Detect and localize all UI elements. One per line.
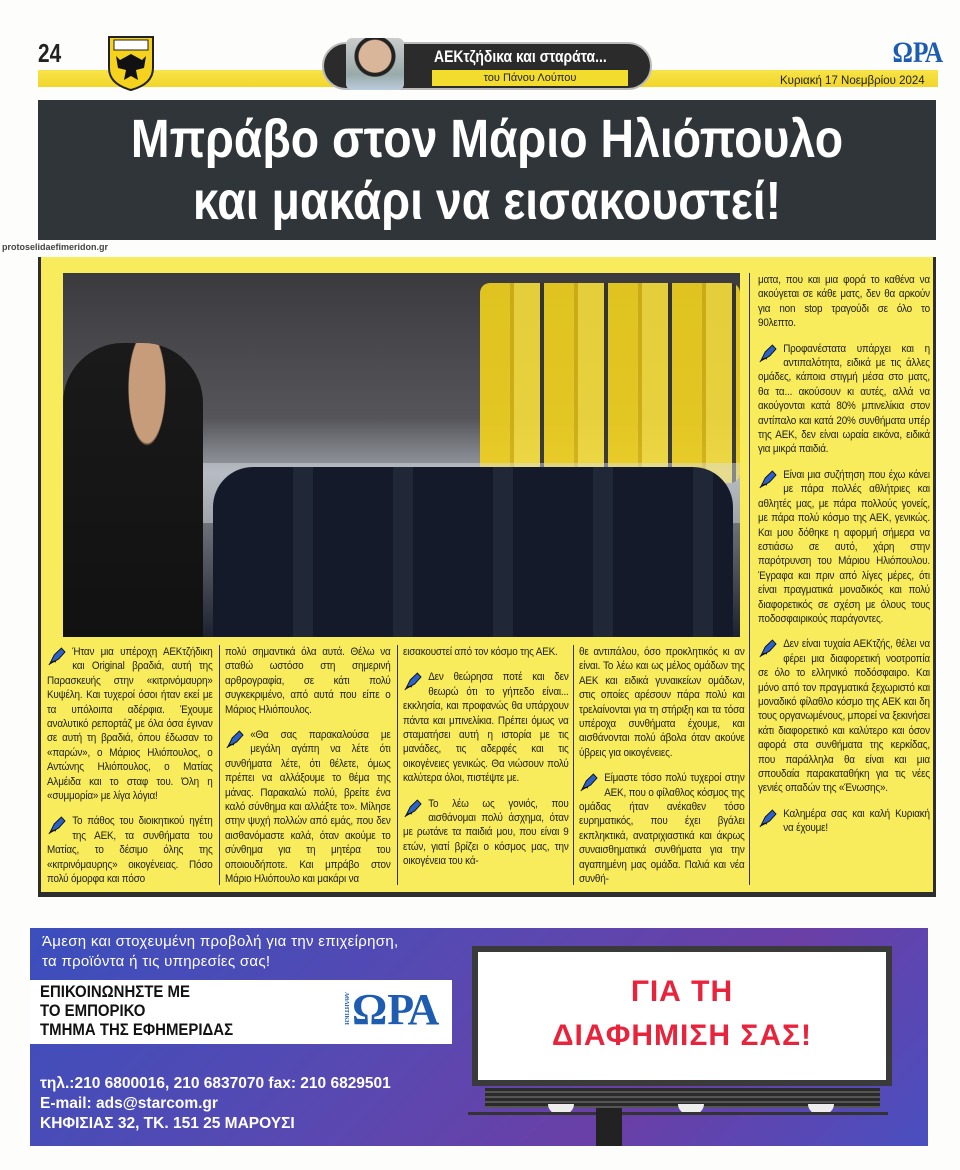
ad-contact-strip <box>30 980 452 1044</box>
pen-icon <box>225 728 245 750</box>
author-photo <box>346 38 404 90</box>
headline-line-1: Μπράβο στον Μάριο Ηλιόπουλο <box>130 109 844 169</box>
headline-line-2: και μακάρι να εισακουστεί! <box>192 171 782 231</box>
pen-icon <box>403 670 423 692</box>
pen-icon <box>47 645 67 667</box>
paragraph-text: Δεν είναι τυχαία ΑΕΚτζής, θέλει να φέρει μια διαφορετική νοοτροπία σε όλο το ελληνικό ποδόσφαιρο. Και μόνο από τον πραγματικά ξεχωριστό και μοναδικό φίλαθλο κόσμο της ΑΕΚ και δη τους οργανωμένους, μπορεί να ξεκινήσει κάτι διαφορετικό και καλύτερο και όσον αφορά στα συνθήματα της κερκίδας, που παράλληλα θα είναι και μια σπουδαία παρακαταθήκη για τις νέες γενιές οπαδών της «Ένωσης». <box>758 638 930 795</box>
paragraph-text: Καλημέρα σας και καλή Κυριακή να έχουμε! <box>783 807 930 835</box>
paragraph-text: Το πάθος του διοικητικού ηγέτη της ΑΕΚ, τα συνθήματα του Ματίας, το δέσιμο όλης της «κιτρινόμαυρης» οικογένειας. Πόσο πολύ όμορφα και πόσο <box>47 815 213 886</box>
ad-logo-side: ΑΘΛΗΤΙΚΗ <box>343 992 349 1025</box>
ad-logo-text: ΩΡΑ <box>352 985 440 1034</box>
paragraph-text: ματα, που και μια φορά το καθένα να ακούγεται σε κάθε ματς, δεν θα αρκούν για non stop τραγούδι σε όλο το 90λεπτο. <box>758 274 930 330</box>
billboard-text <box>478 952 886 1058</box>
paragraph <box>758 273 930 331</box>
paragraph <box>47 645 213 803</box>
paragraph <box>403 670 569 785</box>
paragraph-text: πολύ σημαντικά όλα αυτά. Θέλω να σταθώ ωστόσο στη σημερινή αρθρογραφία, σε κάτι πολύ συγκεκριμένο, από αυτά που είπε ο Μάριος Ηλιόπουλος. <box>225 646 391 716</box>
paragraph <box>758 637 930 795</box>
paragraph-text: Δεν θεώρησα ποτέ και δεν θεωρώ ότι το γήπεδο είναι... εκκλησία, και προφανώς θα υπάρχουν πάντα και μπινελίκια. Πρέπει όμως να σταματήσει αυτή η ιστορία με τις μανάδες, τις αδερφές και τις οικογένειες γενικώς. Θα νιώσουν πολύ καλύτερα όλοι, πιστέψτε με. <box>403 671 569 785</box>
pen-icon <box>758 468 778 490</box>
ad-contact-line: ΕΠΙΚΟΙΝΩΝΗΣΤΕ ΜΕ <box>40 982 190 1001</box>
paragraph <box>758 807 930 836</box>
ad-contact-line: ΤΟ ΕΜΠΟΡΙΚΟ <box>40 1001 146 1020</box>
column-divider <box>219 645 220 885</box>
paragraph-text: «Θα σας παρακαλούσα με μεγάλη αγάπη να λέτε ότι συνθήματα λέτε, ότι θέλετε, όμως πρέπει να αλλάξουμε το θέμα της μάνας. Παρακαλώ πολύ, βρείτε ένα καλό σύνθημα και αλλάξτε το». Μίλησε στην ψυχή πολλών από εμάς, που δεν αισθανόμαστε καλά, όταν ακούμε το σύνθημα για τη μητέρα του οποιουδήποτε. Και μπράβο στον Μάριο Ηλιόπουλο και μακάρι να <box>225 729 391 886</box>
paragraph <box>758 468 930 626</box>
column-header <box>322 42 652 90</box>
paragraph <box>47 814 213 886</box>
pen-icon <box>758 342 778 364</box>
paragraph <box>403 645 569 659</box>
column-divider <box>573 645 574 885</box>
billboard <box>472 946 892 1086</box>
pen-icon <box>758 807 778 829</box>
pen-icon <box>47 814 67 836</box>
billboard-line-2: ΔΙΑΦΗΜΙΣΗ ΣΑΣ! <box>551 1019 813 1052</box>
billboard-pole <box>596 1108 622 1146</box>
paragraph-text: Το λέω ως γονιός, που αισθάνομαι πολύ άσχημα, όταν με ρωτάνε τα παιδιά μου, που είναι 9 ετών, γιατί βρίζει ο κόσμος μας, την οικογένεια του κά- <box>403 797 569 868</box>
photo-police <box>213 467 733 637</box>
billboard-line-1: ΓΙΑ ΤΗ <box>630 975 734 1008</box>
paragraph <box>579 645 745 760</box>
paragraph <box>225 645 391 717</box>
article-column-4 <box>579 645 745 897</box>
watermark: protoselidaefimeridon.gr <box>2 242 109 252</box>
billboard-rail <box>468 1112 888 1115</box>
pen-icon <box>403 797 423 819</box>
article-column-1 <box>47 645 213 897</box>
paragraph <box>579 771 745 886</box>
pen-icon <box>579 771 599 793</box>
pen-icon <box>758 637 778 659</box>
ad-phone: τηλ.:210 6800016, 210 6837070 fax: 210 6829501 <box>40 1075 391 1092</box>
paragraph-text: εισακουστεί από τον κόσμο της ΑΕΚ. <box>403 646 558 658</box>
ad-address: ΚΗΦΙΣΙΑΣ 32, ΤΚ. 151 25 ΜΑΡΟΥΣΙ <box>40 1115 295 1132</box>
paragraph <box>758 342 930 457</box>
column-divider <box>397 645 398 885</box>
column-author: του Πάνου Λούπου <box>432 70 628 86</box>
ad-tagline-line-2: τα προϊόντα ή τις υπηρεσίες σας! <box>42 953 271 970</box>
headline <box>38 100 936 240</box>
article-column-5 <box>758 273 930 847</box>
column-divider <box>749 273 750 885</box>
ad-brand-logo <box>343 984 440 1036</box>
ad-tagline-line-1: Άμεση και στοχευμένη προβολή για την επιχείρηση, <box>42 933 399 950</box>
ad-contact <box>40 982 233 1039</box>
paragraph-text: Ήταν μια υπέροχη ΑΕΚτζήδικη και Original βραδιά, αυτή της Παρασκευής στην «κιτρινόμαυρη» Κυψέλη. Και τυχεροί όσοι ήταν εκεί με τα υπόλοιπα αδέρφια. Έχουμε αναλυτικό ρεπορτάζ με όλα όσα έγιναν σε αυτή τη βραδιά, όπου έδωσαν το «παρών», ο Μάριος Ηλιόπουλος, ο Αντώνης Ηλιόπουλος, ο Ματίας Αλμέιδα και το σταφ του. Όλη η «συμμορία» με λίγα λόγια! <box>47 646 213 803</box>
photo-fans <box>480 283 740 483</box>
paragraph-text: Προφανέστατα υπάρχει και η αντιπαλότητα, ειδικά με τις άλλες ομάδες, κάποια στιγμή μέσα στο ματς, θα τα... ακούσουν κι αυτές, αλλά να ακούγονται κατά 80% μπινελίκια στον αντίπαλο και κατά 20% συνθήματα υπέρ της ΑΕΚ, δεν είναι ωραία εικόνα, ειδικά για μικρά παιδιά. <box>758 342 930 456</box>
issue-date: Κυριακή 17 Νοεμβρίου 2024 <box>780 75 925 87</box>
ad-info <box>40 1074 391 1134</box>
photo-man <box>63 343 203 637</box>
article-photo <box>63 273 740 637</box>
paragraph <box>403 797 569 869</box>
paragraph-text: θε αντιπάλου, όσο προκλητικός κι αν είναι. Το λέω και ως μέλος ομάδων της ΑΕΚ και ειδικά γυναικείων ομάδων, στις οποίες αρέσουν πάρα πολύ και τρελαίνονται για τη στήριξη και τα τόσα υπέροχα συνθήματα έχουμε, και αισθάνονται πολύ άβολα όταν ακούνε ύβρεις για οικογένειες. <box>579 646 745 759</box>
column-title: ΑΕΚτζήδικα και σταράτα... <box>434 47 607 66</box>
ad-contact-line: ΤΜΗΜΑ ΤΗΣ ΕΦΗΜΕΡΙΔΑΣ <box>40 1020 234 1039</box>
paragraph-text: Είμαστε τόσο πολύ τυχεροί στην ΑΕΚ, που ο φίλαθλος κόσμος της ομάδας ήταν ανέκαθεν τόσο ευρηματικός, που έχει βγάλει εκπληκτικά, ανατριχιαστικά και άκρως συναισθηματικά συνθήματα για την αγαπημένη μας ομάδα. Παλιά και νέα συνθή- <box>579 772 745 886</box>
ad-tagline <box>42 932 398 972</box>
article-column-2 <box>225 645 391 897</box>
article-column-3 <box>403 645 569 880</box>
paragraph-text: Είναι μια συζήτηση που έχω κάνει με πάρα πολλές αθλήτριες και αθλητές μας, με πάρα πολλούς γονείς, με πάρα πολύ κόσμο της ΑΕΚ, γενικώς. Και μου δόθηκε η αφορμή σήμερα να εστιάσω σε αυτό, χάρη στην παρότρυνση του Μάριου Ηλιόπουλου. Έγραφα και πριν από λίγες μέρες, ότι είναι πραγματικά μοναδικός και πολύ διαφορετικός σε σχέση με όλους τους ποδοσφαιρικούς παράγοντες. <box>758 468 930 625</box>
brand-logo: ΩΡΑ <box>892 36 944 69</box>
paragraph <box>225 728 391 886</box>
page-number: 24 <box>38 38 62 68</box>
ad-email: E-mail: ads@starcom.gr <box>40 1095 218 1112</box>
aek-logo-icon <box>106 34 156 92</box>
advertisement <box>30 928 928 1146</box>
article-box <box>38 257 936 897</box>
